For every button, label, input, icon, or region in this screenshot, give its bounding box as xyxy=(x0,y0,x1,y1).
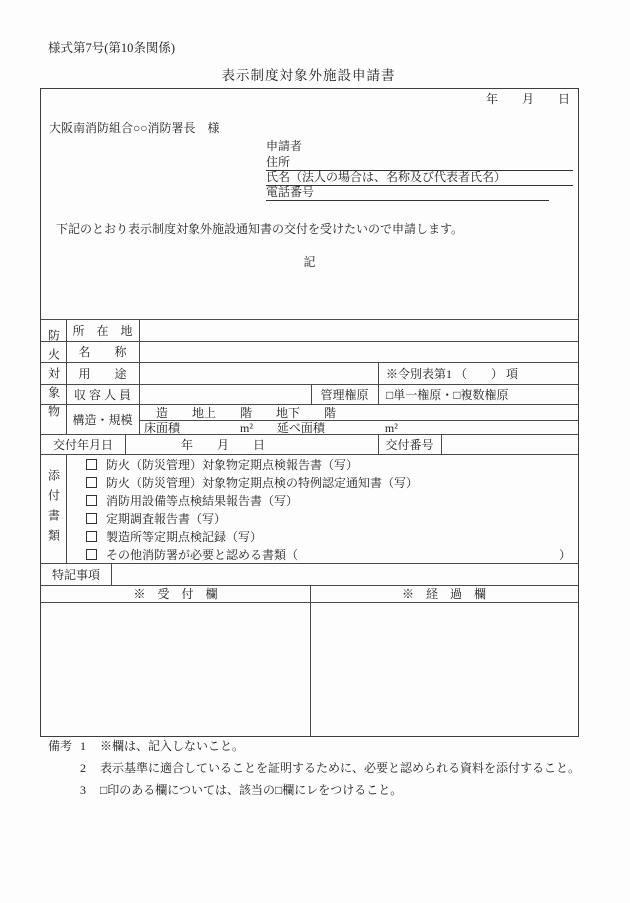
attachment-item xyxy=(86,455,571,473)
attachment-label: 防火（防災管理）対象物定期点検報告書（写） xyxy=(106,457,359,472)
ki-heading: 記 xyxy=(303,255,316,269)
attachment-item xyxy=(86,545,571,563)
special-notes-label: 特記事項 xyxy=(51,567,100,582)
reception-column-header: ※ 受 付 欄 xyxy=(133,587,218,601)
form-outer-border xyxy=(40,88,579,737)
structure-line2[interactable]: 床面積 m² 延べ面積 m² xyxy=(144,420,398,435)
request-text: 下記のとおり表示制度対象外施設通知書の交付を受けたいので申請します。 xyxy=(56,222,464,236)
issue-number-label: 交付番号 xyxy=(385,437,434,452)
name-label: 名 称 xyxy=(78,345,127,359)
issue-date-label: 交付年月日 xyxy=(52,437,113,452)
checkbox-icon[interactable] xyxy=(86,477,97,488)
authority-label: 管理権原 xyxy=(320,387,369,402)
attachment-item xyxy=(86,527,571,545)
page-title: 表示制度対象外施設申請書 xyxy=(221,68,396,83)
authority-options[interactable]: □単一権原・□複数権原 xyxy=(386,387,509,402)
divider xyxy=(378,362,379,404)
attachment-paren-close: ） xyxy=(558,548,571,563)
attachment-label: 防火（防災管理）対象物定期点検の特例認定通知書（写） xyxy=(106,475,419,490)
checkbox-icon[interactable] xyxy=(86,549,97,560)
use-note: ※令別表第1 （ ） 項 xyxy=(386,366,519,381)
special-notes-input-cell[interactable] xyxy=(111,563,578,585)
remark-text: □印のある欄については、該当の□欄にレをつけること。 xyxy=(100,783,403,797)
property-group-label: 防火対象物 xyxy=(46,329,61,424)
location-label: 所 在 地 xyxy=(72,323,133,338)
issue-date-value[interactable]: 年 月 日 xyxy=(181,437,266,452)
remarks-label: 備考 xyxy=(48,739,73,753)
remark-text: ※欄は、記入しないこと。 xyxy=(100,739,245,753)
phone-field[interactable]: 電話番号 xyxy=(266,185,549,201)
remark-number: 3 xyxy=(80,783,86,797)
attachment-label: その他消防署が必要と認める書類（ xyxy=(106,548,299,563)
divider xyxy=(66,454,67,563)
attachments-list xyxy=(86,455,571,564)
capacity-input-cell[interactable] xyxy=(139,384,311,404)
checkbox-icon[interactable] xyxy=(86,459,97,470)
structure-label: 構造・規模 xyxy=(72,412,133,427)
checkbox-icon[interactable] xyxy=(86,495,97,506)
use-label: 用 途 xyxy=(78,366,127,381)
addressee: 大阪南消防組合○○消防署長 様 xyxy=(49,121,220,135)
attachments-group-label: 添付書類 xyxy=(46,468,61,549)
checkbox-icon[interactable] xyxy=(86,513,97,524)
progress-column-header: ※ 経 過 欄 xyxy=(401,587,486,601)
attachment-label: 定期調査報告書（写） xyxy=(106,511,227,526)
attachment-item xyxy=(86,473,571,491)
remark-text: 表示基準に適合していることを証明するために、必要と認められる資料を添付すること。 xyxy=(100,761,581,775)
remark-number: 1 xyxy=(80,739,86,753)
attachment-label: 製造所等定期点検記録（写） xyxy=(106,529,263,544)
address-field[interactable]: 住所 xyxy=(266,155,573,171)
location-input-cell[interactable] xyxy=(139,319,578,341)
attachment-item xyxy=(86,509,571,527)
form-number: 様式第7号(第10条関係) xyxy=(48,41,176,55)
name-field[interactable]: 氏名（法人の場合は、名称及び代表者氏名） xyxy=(266,170,573,186)
issue-number-input-cell[interactable] xyxy=(441,434,578,454)
divider xyxy=(125,434,126,454)
applicant-label: 申請者 xyxy=(266,139,303,153)
use-input-cell[interactable] xyxy=(139,362,378,384)
attachment-item xyxy=(86,491,571,509)
reception-stamp-area xyxy=(41,602,310,736)
checkbox-icon[interactable] xyxy=(86,531,97,542)
capacity-label: 収 容 人 員 xyxy=(73,387,131,402)
attachment-label: 消防用設備等点検結果報告書（写） xyxy=(106,493,299,508)
structure-line1[interactable]: 造 地上 階 地下 階 xyxy=(156,405,337,420)
date-field[interactable]: 年 月 日 xyxy=(485,92,570,106)
remark-number: 2 xyxy=(80,761,86,775)
name-input-cell[interactable] xyxy=(139,341,578,362)
progress-stamp-area xyxy=(310,602,578,736)
